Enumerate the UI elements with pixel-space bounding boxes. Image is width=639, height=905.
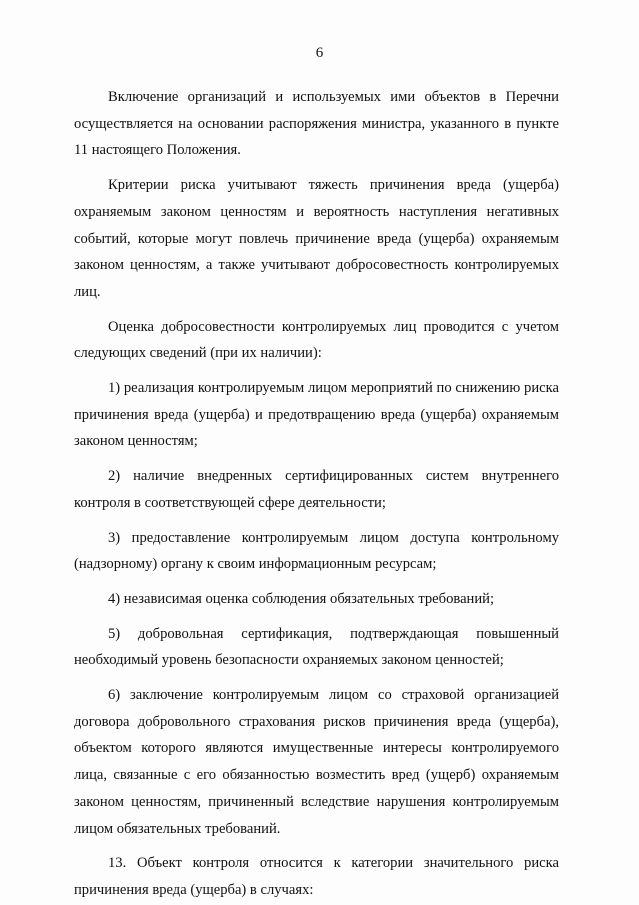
list-item-4: 4) независимая оценка соблюдения обязательных требований; (108, 590, 495, 607)
list-item-2: 2) наличие внедренных сертифицированных систем внутреннего контроля в соответствующей сфере деятельности; (74, 468, 559, 511)
list-item-1: 1) реализация контролируемым лицом мероприятий по снижению риска причинения вреда (ущерба) и предотвращению вреда (ущерба) охраняемым законом ценностям; (74, 380, 559, 450)
list-item-5: 5) добровольная сертификация, подтверждающая повышенный необходимый уровень безопасности охраняемых законом ценностей; (74, 625, 559, 669)
page-number: 6 (315, 45, 324, 61)
paragraph-risk-criteria: Критерии риска учитывают тяжесть причинения вреда (ущерба) охраняемым законом ценностям и вероятность наступления негативных событий, которые могут повлечь причинение вреда (ущерба) охраняемым законом ценностям, а также учитывают добросовестность контролируемых лиц. (74, 177, 559, 300)
list-item-6: 6) заключение контролируемым лицом со страховой организацией договора добровольного страхования рисков причинения вреда (ущерба), объектом которого являются имущественные интересы контролируемого лица, связанные с его обязанностью возместить вред (ущерб) охраняемым законом ценностям, причиненный вследствие нарушения контролируемым лицом обязательных требований. (74, 687, 559, 837)
paragraph-inclusion: Включение организаций и используемых ими объектов в Перечни осуществляется на основании распоряжения министра, указанного в пункте 11 настоящего Положения. (74, 89, 559, 159)
paragraph-good-faith-assessment: Оценка добросовестности контролируемых лиц проводится с учетом следующих сведений (при их наличии): (74, 318, 559, 362)
list-item-3: 3) предоставление контролируемым лицом доступа контрольному (надзорному) органу к своим информационным ресурсам; (74, 529, 559, 573)
document-body (74, 84, 559, 904)
paragraph-section-13: 13. Объект контроля относится к категории значительного риска причинения вреда (ущерба) в случаях: (74, 855, 559, 898)
